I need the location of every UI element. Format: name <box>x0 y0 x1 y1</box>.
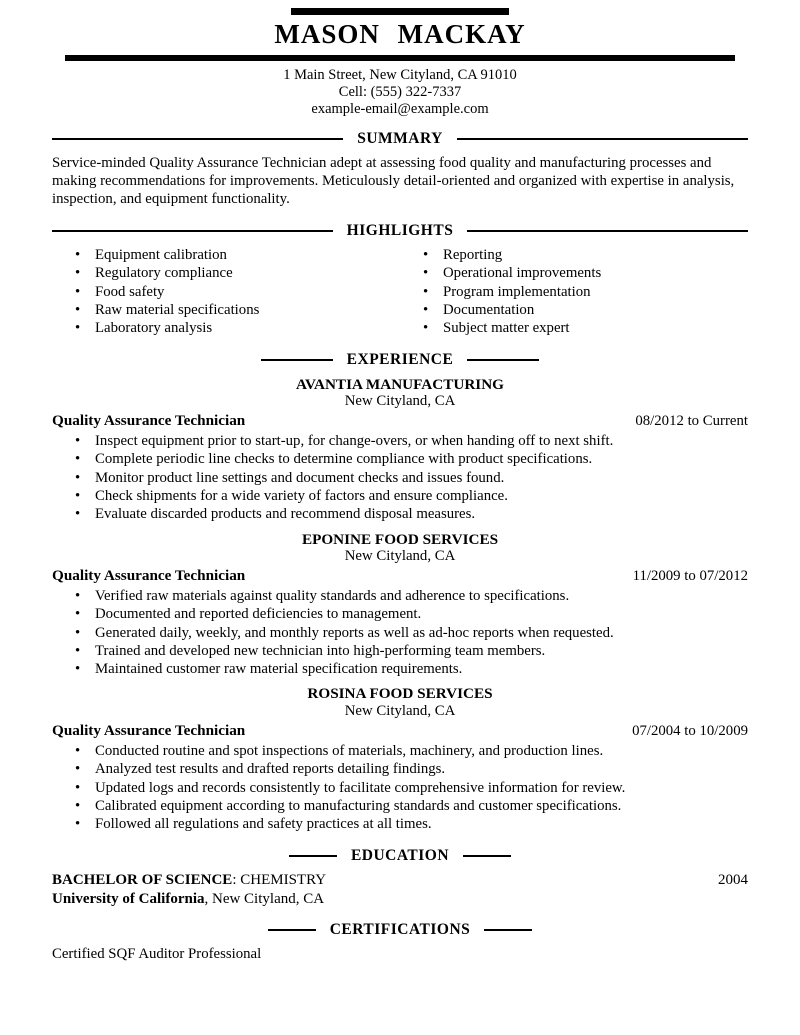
education-degree: BACHELOR OF SCIENCE <box>52 872 233 889</box>
company-location: New Cityland, CA <box>344 547 456 564</box>
highlight-item: • Regulatory compliance <box>52 265 400 282</box>
certifications-rule-right <box>484 929 532 931</box>
experience-job <box>52 376 748 524</box>
education-degree-row <box>52 871 748 890</box>
job-title: Quality Assurance Technician <box>52 567 246 584</box>
experience-rule-right <box>467 359 539 361</box>
company-location: New Cityland, CA <box>344 702 456 719</box>
education-section-header <box>52 847 748 865</box>
job-bullet: • Updated logs and records consistently to facilitate comprehensive information for review. <box>52 780 748 797</box>
highlights-rule-left <box>52 230 333 232</box>
job-bullet: • Calibrated equipment according to manufacturing standards and customer specifications. <box>52 798 748 815</box>
job-bullet: • Analyzed test results and drafted reports detailing findings. <box>52 761 748 778</box>
job-bullet: • Verified raw materials against quality standards and adherence to specifications. <box>52 588 748 605</box>
contact-phone: Cell: (555) 322-7337 <box>338 83 462 100</box>
summary-text: Service-minded Quality Assurance Technician adept at assessing food quality and manufacturing processes and making recommendations for improvements. Meticulously detail-oriented and organized with expertise in analysis, inspection, and equipment functionality. <box>52 154 735 207</box>
highlights-rule-right <box>467 230 748 232</box>
job-title-row <box>52 412 748 430</box>
highlights-columns <box>52 244 748 338</box>
job-bullet: • Conducted routine and spot inspections of materials, machinery, and production lines. <box>52 743 748 760</box>
job-bullet: • Documented and reported deficiencies to management. <box>52 606 748 623</box>
job-title: Quality Assurance Technician <box>52 412 246 430</box>
summary-section-header <box>52 130 748 148</box>
job-bullet: • Check shipments for a wide variety of factors and ensure compliance. <box>52 488 748 505</box>
summary-rule-left <box>52 138 343 140</box>
education-rule-right <box>463 855 511 857</box>
experience-job <box>52 685 748 833</box>
certification-item: Certified SQF Auditor Professional <box>52 945 262 962</box>
highlights-section-header <box>52 222 748 240</box>
job-title: Quality Assurance Technician <box>52 721 246 739</box>
education-school-row <box>52 890 748 909</box>
highlight-item: • Subject matter expert <box>400 320 748 337</box>
experience-title: EXPERIENCE <box>346 350 454 368</box>
highlights-column-right <box>400 244 748 338</box>
certifications-rule-left <box>268 929 316 931</box>
highlight-item: • Documentation <box>400 302 748 319</box>
job-bullet: • Inspect equipment prior to start-up, for change-overs, or when handing off to next shift. <box>52 433 748 450</box>
summary-title: SUMMARY <box>357 129 443 147</box>
education-rule-left <box>289 855 337 857</box>
job-bullet: • Followed all regulations and safety practices at all times. <box>52 816 748 833</box>
job-bullet: • Trained and developed new technician into high-performing team members. <box>52 643 748 660</box>
company-name: EPONINE FOOD SERVICES <box>301 530 499 548</box>
job-bullet-list <box>52 433 748 523</box>
education-degree-detail: : CHEMISTRY <box>232 872 327 889</box>
certifications-title: CERTIFICATIONS <box>329 920 471 938</box>
highlights-list-left <box>52 247 400 337</box>
education-school-detail: , New Cityland, CA <box>204 891 325 908</box>
candidate-name: MASON MACKAY <box>274 19 526 49</box>
highlights-column-left <box>52 244 400 338</box>
top-decorative-bar <box>291 8 509 15</box>
company-name: AVANTIA MANUFACTURING <box>295 375 504 393</box>
education-title: EDUCATION <box>350 847 450 865</box>
job-bullet: • Monitor product line settings and document checks and issues found. <box>52 470 748 487</box>
highlight-item: • Food safety <box>52 284 400 301</box>
experience-job <box>52 531 748 679</box>
job-bullet-list <box>52 588 748 678</box>
certifications-section-header <box>52 921 748 939</box>
highlight-item: • Laboratory analysis <box>52 320 400 337</box>
company-location: New Cityland, CA <box>344 393 456 410</box>
job-bullet: • Maintained customer raw material specification requirements. <box>52 661 748 678</box>
job-dates: 11/2009 to 07/2012 <box>632 568 748 584</box>
job-bullet-list <box>52 743 748 833</box>
contact-email: example-email@example.com <box>311 100 489 117</box>
job-title-row <box>52 722 748 740</box>
highlights-list-right <box>400 247 748 337</box>
highlight-item: • Operational improvements <box>400 265 748 282</box>
job-dates: 07/2004 to 10/2009 <box>632 722 748 739</box>
job-bullet: • Evaluate discarded products and recommend disposal measures. <box>52 506 748 523</box>
job-bullet: • Generated daily, weekly, and monthly reports as well as ad-hoc reports when requested. <box>52 625 748 642</box>
job-title-row <box>52 567 748 585</box>
highlight-item: • Equipment calibration <box>52 247 400 264</box>
education-year: 2004 <box>718 872 748 889</box>
education-degree-line <box>52 871 326 890</box>
highlight-item: • Raw material specifications <box>52 302 400 319</box>
company-name: ROSINA FOOD SERVICES <box>307 685 493 703</box>
highlight-item: • Reporting <box>400 247 748 264</box>
name-divider-rule <box>65 55 735 61</box>
experience-section-header <box>52 351 748 369</box>
experience-rule-left <box>261 359 333 361</box>
job-bullet: • Complete periodic line checks to determine compliance with product specifications. <box>52 451 748 468</box>
summary-rule-right <box>457 138 748 140</box>
contact-address: 1 Main Street, New Cityland, CA 91010 <box>283 66 517 83</box>
job-dates: 08/2012 to Current <box>635 413 748 430</box>
highlight-item: • Program implementation <box>400 284 748 301</box>
highlights-title: HIGHLIGHTS <box>346 222 454 240</box>
education-school: University of California <box>52 891 205 908</box>
